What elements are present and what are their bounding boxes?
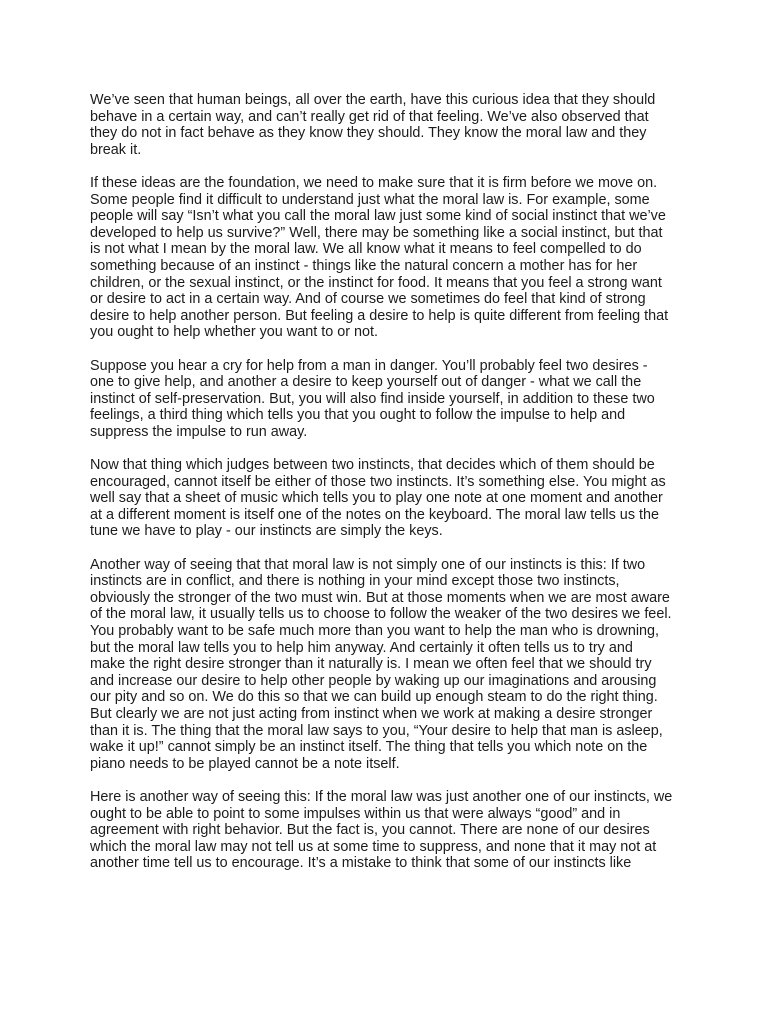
paragraph-5: Another way of seeing that that moral law is not simply one of our instincts is this: If two instincts are in conflict, and there is nothing in your mind except those two instincts, obviously the stronger of the two must win. But at those moments when we are most aware of the moral law, it usually tells us to choose to follow the weaker of the two desires we feel. You probably want to be safe much more than you want to help the man who is drowning, but the moral law tells you to help him anyway. And certainly it often tells us to try and make the right desire stronger than it naturally is. I mean we often feel that we should try and increase our desire to help other people by waking up our imaginations and arousing our pity and so on. We do this so that we can build up enough steam to do the right thing. But clearly we are not just acting from instinct when we work at making a desire stronger than it is. The thing that the moral law says to you, “Your desire to help that man is asleep, wake it up!” cannot simply be an instinct itself. The thing that tells you which note on the piano needs to be played cannot be a note itself.	[90, 556, 672, 772]
paragraph-2: If these ideas are the foundation, we need to make sure that it is firm before we move on. Some people find it difficult to understand just what the moral law is. For example, some people will say “Isn’t what you call the moral law just some kind of social instinct that we’ve developed to help us survive?” Well, there may be something like a social instinct, but that is not what I mean by the moral law. We all know what it means to feel compelled to do something because of an instinct - things like the natural concern a mother has for her children, or the sexual instinct, or the instinct for food. It means that you feel a strong want or desire to act in a certain way. And of course we sometimes do feel that kind of strong desire to help another person. But feeling a desire to help is quite different from feeling that you ought to help whether you want to or not.	[90, 174, 669, 341]
paragraph-3: Suppose you hear a cry for help from a man in danger. You’ll probably feel two desires - one to give help, and another a desire to keep yourself out of danger - what we call the instinct of self-preservation. But, you will also find inside yourself, in addition to these two feelings, a third thing which tells you that you ought to follow the impulse to help and suppress the impulse to run away.	[90, 357, 655, 440]
paragraph-4: Now that thing which judges between two instincts, that decides which of them should be encouraged, cannot itself be either of those two instincts. It’s something else. You might as well say that a sheet of music which tells you to play one note at one moment and another at a different moment is itself one of the notes on the keyboard. The moral law tells us the tune we have to play - our instincts are simply the keys.	[90, 457, 666, 540]
paragraph-6: Here is another way of seeing this: If the moral law was just another one of our instincts, we ought to be able to point to some impulses within us that were always “good” and in agreement with right behavior. But the fact is, you cannot. There are none of our desires which the moral law may not tell us at some time to suppress, and none that it may not at another time tell us to encourage. It’s a mistake to think that some of our instincts like	[90, 788, 673, 872]
paragraph-1: We’ve seen that human beings, all over the earth, have this curious idea that they should behave in a certain way, and can’t really get rid of that feeling. We’ve also observed that they do not in fact behave as they know they should. They know the moral law and they break it.	[90, 92, 656, 158]
